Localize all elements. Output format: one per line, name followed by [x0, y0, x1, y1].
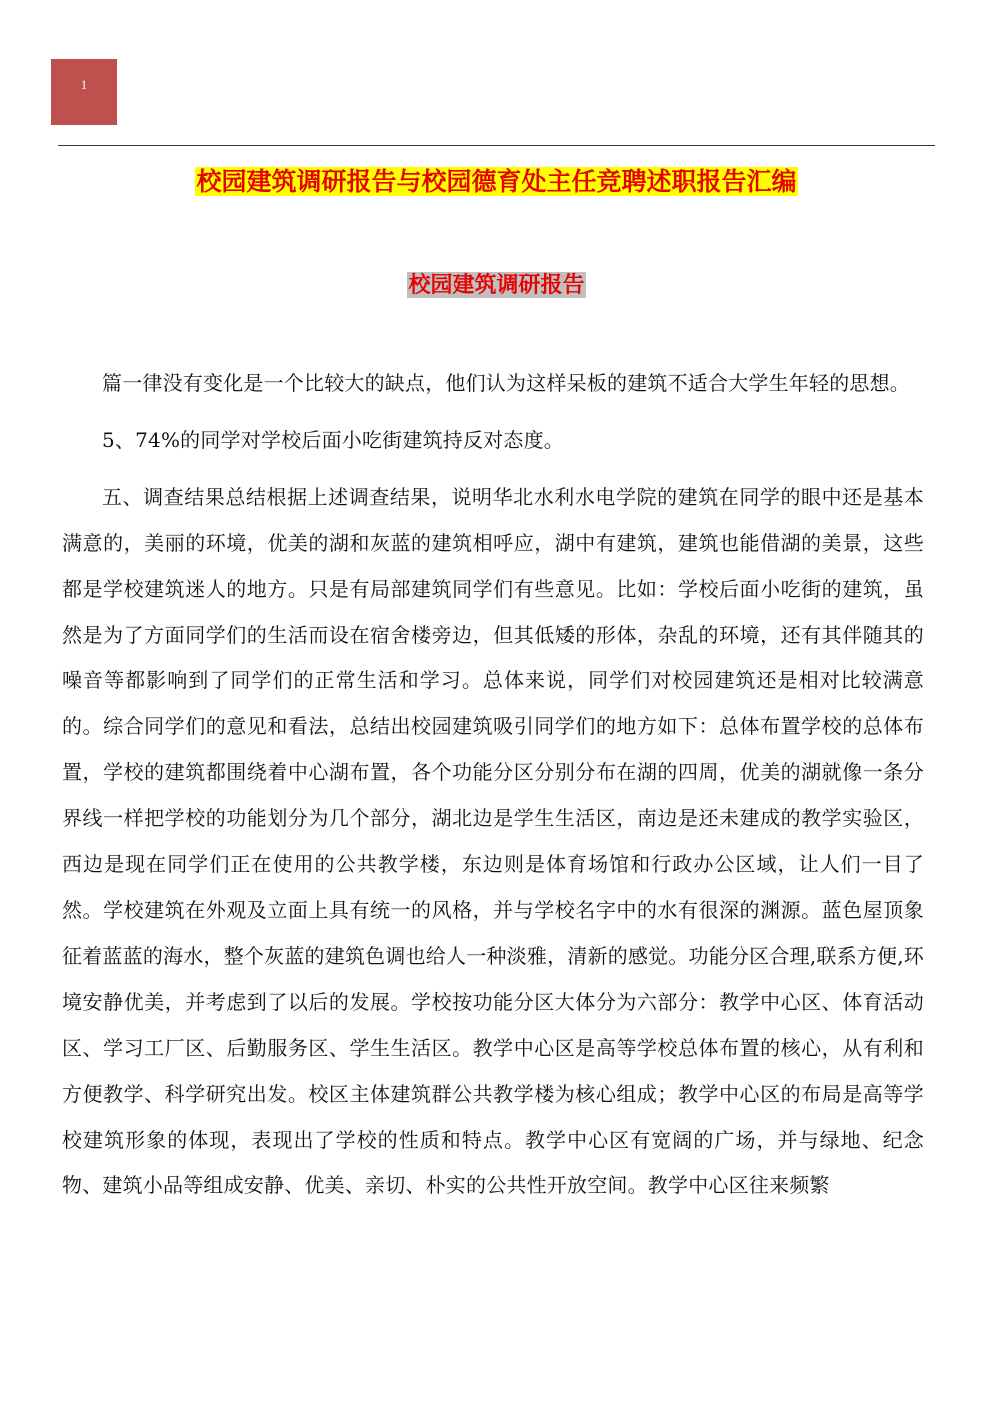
- document-title: [0, 163, 993, 201]
- paragraph: 篇一律没有变化是一个比较大的缺点，他们认为这样呆板的建筑不适合大学生年轻的思想。: [102, 371, 910, 395]
- page-number: 1: [80, 77, 88, 92]
- header-rule: [58, 145, 935, 146]
- section-title: [0, 267, 993, 303]
- document-title-text: 校园建筑调研报告与校园德育处主任竞聘述职报告汇编: [196, 167, 797, 196]
- paragraph: 5、74%的同学对学校后面小吃街建筑持反对态度。: [102, 427, 564, 452]
- page-number-badge: [51, 59, 117, 125]
- document-body: [62, 361, 924, 1209]
- section-title-text: 校园建筑调研报告: [408, 272, 585, 298]
- paragraph: 五、调查结果总结根据上述调查结果，说明华北水利水电学院的建筑在同学的眼中还是基本满意的，美丽的环境，优美的湖和灰蓝的建筑相呼应，湖中有建筑，建筑也能借湖的美景，这些都是学校建筑迷人的地方。只是有局部建筑同学们有些意见。比如：学校后面小吃街的建筑，虽然是为了方面同学们的生活而设在宿舍楼旁边，但其低矮的形体，杂乱的环境，还有其伴随其的噪音等都影响到了同学们的正常生活和学习。总体来说，同学们对校园建筑还是相对比较满意的。综合同学们的意见和看法，总结出校园建筑吸引同学们的地方如下：总体布置学校的总体布置，学校的建筑都围绕着中心湖布置，各个功能分区分别分布在湖的四周，优美的湖就像一条分界线一样把学校的功能划分为几个部分，湖北边是学生生活区，南边是还未建成的教学实验区，西边是现在同学们正在使用的公共教学楼，东边则是体育场馆和行政办公区域，让人们一目了然。学校建筑在外观及立面上具有统一的风格，并与学校名字中的水有很深的渊源。蓝色屋顶象征着蓝蓝的海水，整个灰蓝的建筑色调也给人一种淡雅，清新的感觉。功能分区合理,联系方便,环境安静优美，并考虑到了以后的发展。学校按功能分区大体分为六部分：教学中心区、体育活动区、学习工厂区、后勤服务区、学生生活区。教学中心区是高等学校总体布置的核心，从有利和方便教学、科学研究出发。校区主体建筑群公共教学楼为核心组成；教学中心区的布局是高等学校建筑形象的体现，表现出了学校的性质和特点。教学中心区有宽阔的广场，并与绿地、纪念物、建筑小品等组成安静、优美、亲切、朴实的公共性开放空间。教学中心区往来频繁: [62, 484, 924, 1198]
